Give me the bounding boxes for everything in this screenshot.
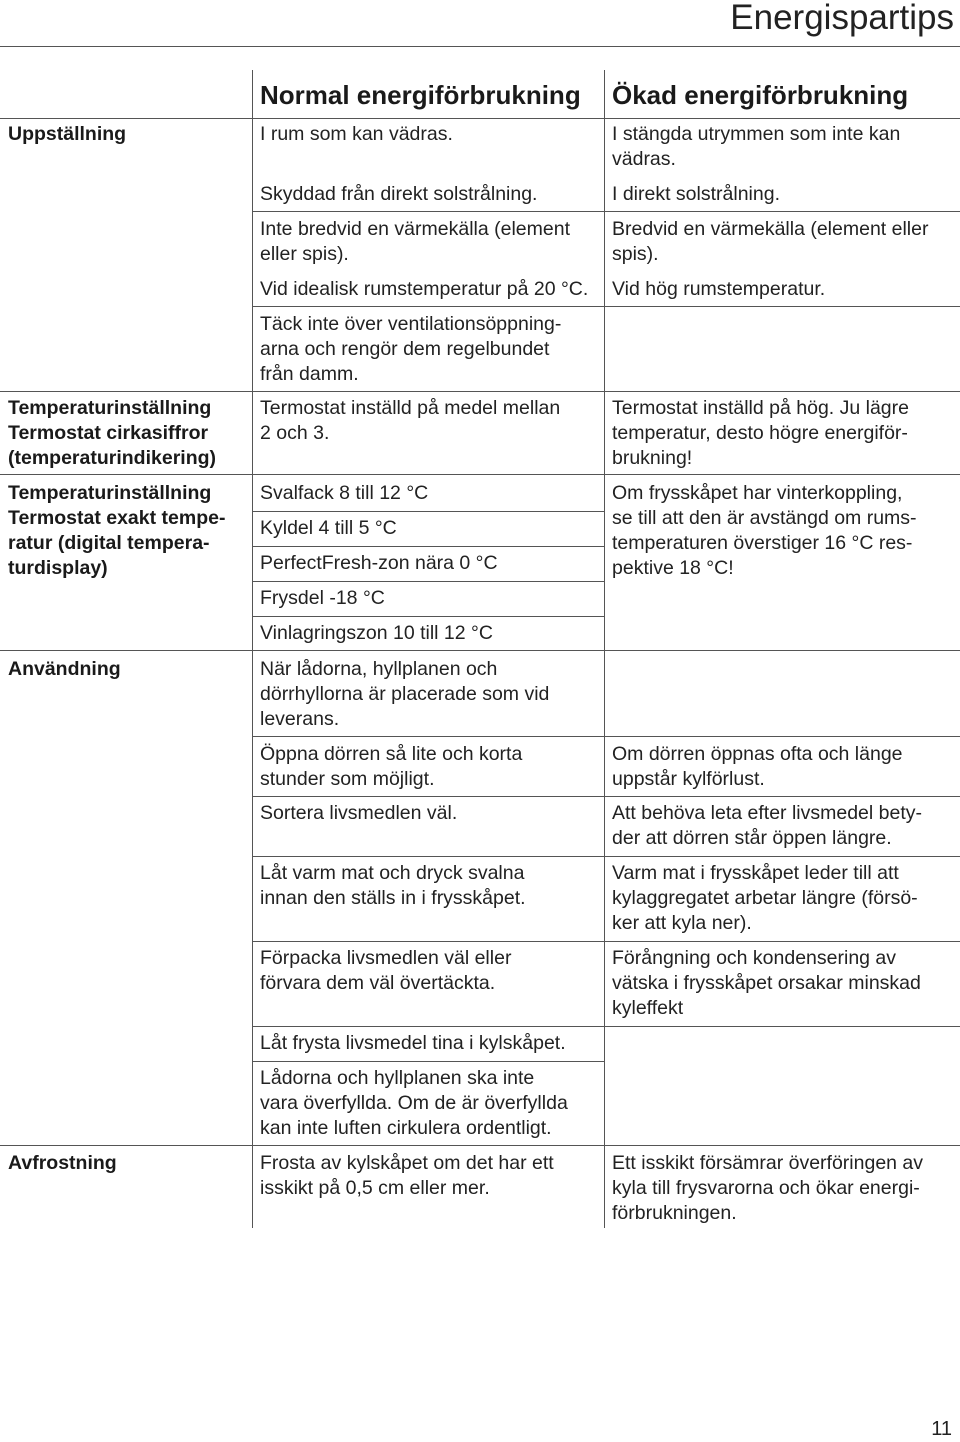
cell-line: Vid idealisk rumstemperatur på 20 °C. xyxy=(260,278,589,300)
cell-line: dörrhyllorna är placerade som vid xyxy=(260,683,550,705)
category-line: Temperaturinställning xyxy=(8,482,212,504)
cell-increased xyxy=(612,277,825,302)
cell-line: Lådorna och hyllplanen ska inte xyxy=(260,1067,535,1089)
cell-increased xyxy=(612,861,918,936)
column-header-increased: Ökad energiförbrukning xyxy=(612,80,909,110)
cell-line: Inte bredvid en värmekälla (element xyxy=(260,218,570,240)
cell-increased xyxy=(612,481,917,581)
header-rule xyxy=(0,46,960,47)
cell-normal xyxy=(260,1066,568,1141)
cell-line: Termostat inställd på medel mellan xyxy=(260,397,561,419)
cell-line: Ett isskikt försämrar överföringen av xyxy=(612,1152,924,1174)
cell-separator xyxy=(252,306,604,307)
cell-line: Förpacka livsmedlen väl eller xyxy=(260,947,512,969)
cell-separator xyxy=(252,211,604,212)
cell-normal xyxy=(260,122,453,147)
cell-separator xyxy=(252,511,604,512)
cell-line: isskikt på 0,5 cm eller mer. xyxy=(260,1177,490,1199)
cell-line: kylaggregatet arbetar längre (försö- xyxy=(612,887,918,909)
cell-line: kyla till frysvarorna och ökar energi- xyxy=(612,1177,920,1199)
cell-line: Frysdel -18 °C xyxy=(260,587,385,609)
category-line: (temperaturindikering) xyxy=(8,447,217,469)
cell-line: Termostat inställd på hög. Ju lägre xyxy=(612,397,909,419)
cell-normal xyxy=(260,801,457,826)
cell-line: Frosta av kylskåpet om det har ett xyxy=(260,1152,554,1174)
cell-increased xyxy=(612,217,928,267)
cell-normal xyxy=(260,312,561,387)
row-separator xyxy=(0,1145,960,1146)
cell-normal xyxy=(260,481,428,506)
cell-separator xyxy=(604,1026,960,1027)
category-avfrostning: Avfrostning xyxy=(8,1152,117,1174)
cell-separator xyxy=(604,211,960,212)
cell-line: der att dörren står öppen längre. xyxy=(612,827,892,849)
cell-line: Öppna dörren så lite och korta xyxy=(260,743,523,765)
cell-line: I direkt solstrålning. xyxy=(612,183,780,205)
cell-normal xyxy=(260,742,522,792)
cell-line: pektive 18 °C! xyxy=(612,557,734,579)
cell-line: Vid hög rumstemperatur. xyxy=(612,278,826,300)
cell-line: förvara dem väl övertäckta. xyxy=(260,972,496,994)
cell-line: Låt varm mat och dryck svalna xyxy=(260,862,525,884)
cell-normal xyxy=(260,277,588,302)
category-line: ratur (digital tempera- xyxy=(8,532,210,554)
cell-separator xyxy=(604,736,960,737)
cell-increased xyxy=(612,122,900,172)
cell-line: kan inte luften cirkulera ordentligt. xyxy=(260,1117,552,1139)
page-number: 11 xyxy=(931,1418,952,1440)
cell-line: kyleffekt xyxy=(612,997,684,1019)
cell-line: från damm. xyxy=(260,363,359,385)
category-line: turdisplay) xyxy=(8,557,108,579)
cell-normal xyxy=(260,396,560,446)
cell-line: ker att kyla ner). xyxy=(612,912,752,934)
page-title: Energispartips xyxy=(730,0,954,37)
cell-line: 2 och 3. xyxy=(260,422,330,444)
cell-separator xyxy=(252,1061,604,1062)
cell-normal xyxy=(260,551,498,576)
cell-line: temperatur, desto högre energiför- xyxy=(612,422,908,444)
cell-line: Täck inte över ventilationsöppning- xyxy=(260,313,562,335)
cell-line: Om frysskåpet har vinterkoppling, xyxy=(612,482,903,504)
cell-line: Sortera livsmedlen väl. xyxy=(260,802,458,824)
cell-increased xyxy=(612,801,922,851)
cell-line: Kyldel 4 till 5 °C xyxy=(260,517,397,539)
category-temperaturinstallning-cirka xyxy=(8,396,216,471)
cell-line: PerfectFresh-zon nära 0 °C xyxy=(260,552,498,574)
cell-line: stunder som möjligt. xyxy=(260,768,435,790)
cell-normal xyxy=(260,861,526,911)
cell-line: uppstår kylförlust. xyxy=(612,768,765,790)
cell-line: arna och rengör dem regelbundet xyxy=(260,338,550,360)
cell-line: I stängda utrymmen som inte kan xyxy=(612,123,901,145)
category-line: Termostat cirkasiffror xyxy=(8,422,209,444)
row-separator xyxy=(0,474,960,475)
column-divider xyxy=(252,70,253,1228)
cell-separator xyxy=(252,856,604,857)
cell-increased xyxy=(612,396,909,471)
cell-separator xyxy=(604,856,960,857)
cell-increased xyxy=(612,946,921,1021)
category-anvandning: Användning xyxy=(8,658,121,680)
cell-separator xyxy=(252,796,604,797)
cell-separator xyxy=(604,796,960,797)
cell-separator xyxy=(252,1026,604,1027)
cell-separator xyxy=(252,581,604,582)
cell-separator xyxy=(604,306,960,307)
cell-line: se till att den är avstängd om rums- xyxy=(612,507,917,529)
row-separator xyxy=(0,650,960,651)
column-divider xyxy=(604,70,605,1228)
cell-line: Om dörren öppnas ofta och länge xyxy=(612,743,903,765)
category-line: Termostat exakt tempe- xyxy=(8,507,226,529)
cell-normal xyxy=(260,1151,554,1201)
cell-line: Skyddad från direkt solstrålning. xyxy=(260,183,538,205)
cell-normal xyxy=(260,1031,566,1056)
cell-line: Svalfack 8 till 12 °C xyxy=(260,482,429,504)
cell-line: Bredvid en värmekälla (element eller xyxy=(612,218,929,240)
cell-line: eller spis). xyxy=(260,243,349,265)
cell-separator xyxy=(252,736,604,737)
cell-line: I rum som kan vädras. xyxy=(260,123,453,145)
row-separator xyxy=(0,118,960,119)
cell-line: vätska i frysskåpet orsakar minskad xyxy=(612,972,921,994)
column-header-normal: Normal energiförbrukning xyxy=(260,80,581,110)
cell-increased xyxy=(612,1151,923,1226)
cell-line: vara överfyllda. Om de är överfyllda xyxy=(260,1092,568,1114)
cell-separator xyxy=(604,941,960,942)
cell-normal xyxy=(260,182,537,207)
cell-line: innan den ställs in i frysskåpet. xyxy=(260,887,526,909)
category-uppstallning: Uppställning xyxy=(8,123,127,145)
row-separator xyxy=(0,391,960,392)
cell-line: temperaturen överstiger 16 °C res- xyxy=(612,532,913,554)
category-line: Temperaturinställning xyxy=(8,397,212,419)
cell-line: spis). xyxy=(612,243,659,265)
cell-normal xyxy=(260,217,570,267)
cell-normal xyxy=(260,516,397,541)
cell-separator xyxy=(252,616,604,617)
cell-line: När lådorna, hyllplanen och xyxy=(260,658,498,680)
cell-normal xyxy=(260,657,549,732)
cell-increased xyxy=(612,742,903,792)
cell-separator xyxy=(252,941,604,942)
cell-separator xyxy=(252,546,604,547)
cell-normal xyxy=(260,586,385,611)
cell-normal xyxy=(260,946,511,996)
cell-line: Varm mat i frysskåpet leder till att xyxy=(612,862,899,884)
cell-line: Vinlagringszon 10 till 12 °C xyxy=(260,622,493,644)
cell-line: Förångning och kondensering av xyxy=(612,947,897,969)
cell-line: Låt frysta livsmedel tina i kylskåpet. xyxy=(260,1032,566,1054)
category-temperaturinstallning-exakt xyxy=(8,481,225,581)
cell-line: förbrukningen. xyxy=(612,1202,737,1224)
cell-line: brukning! xyxy=(612,447,693,469)
cell-line: vädras. xyxy=(612,148,676,170)
cell-line: leverans. xyxy=(260,708,340,730)
cell-normal xyxy=(260,621,493,646)
cell-line: Att behöva leta efter livsmedel bety- xyxy=(612,802,922,824)
cell-increased xyxy=(612,182,780,207)
